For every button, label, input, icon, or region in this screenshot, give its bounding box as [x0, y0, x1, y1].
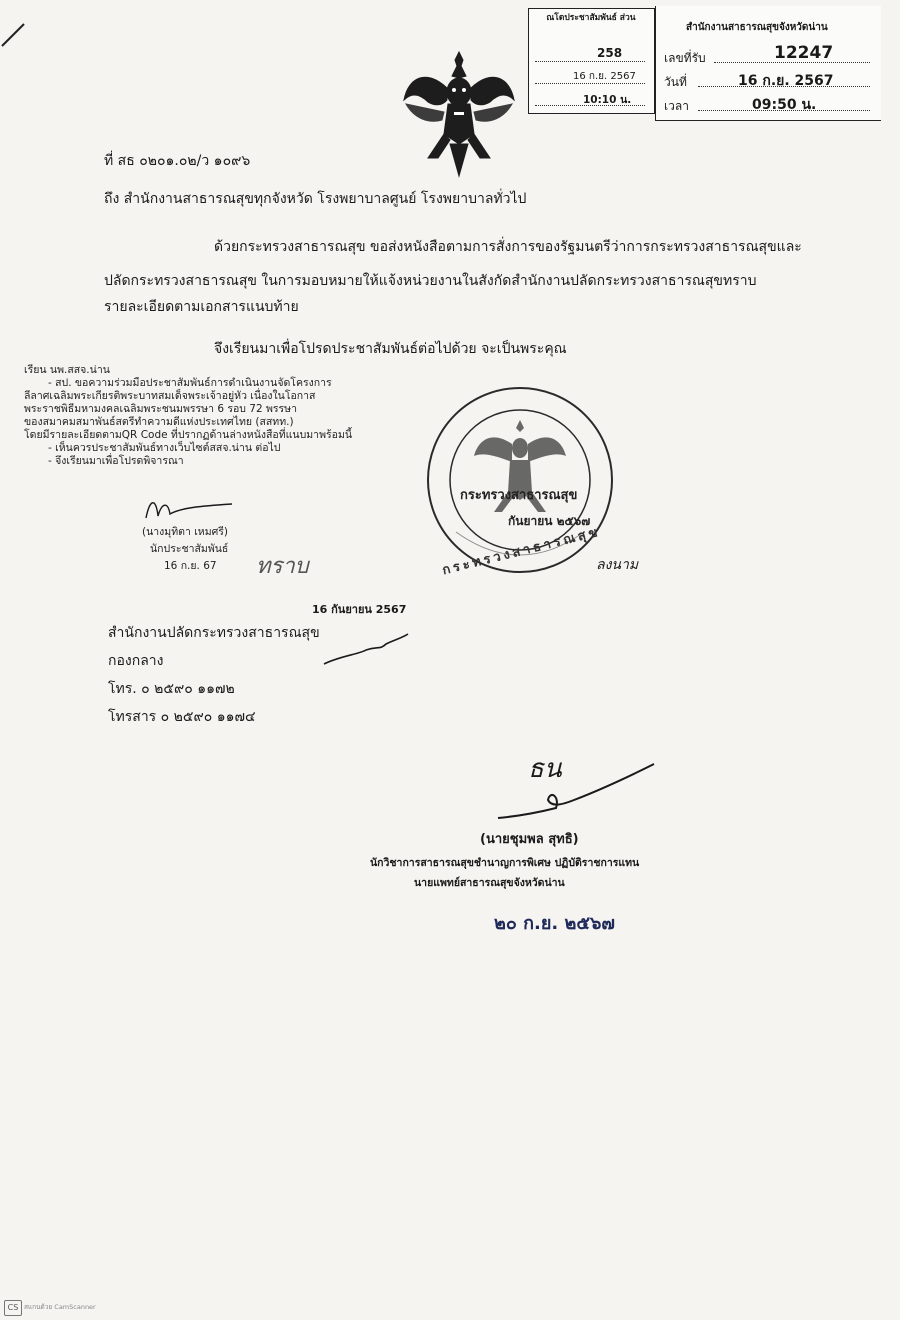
- approver-signature: [490, 756, 660, 826]
- garuda-emblem: [398, 48, 520, 180]
- letter-body-line2: ปลัดกระทรวงสาธารณสุข ในการมอบหมายให้แจ้งหน่วยงานในสังกัดสำนักงานปลัดกระทรวงสาธารณสุขทราบ: [104, 273, 757, 289]
- approver-name: (นายชุมพล สุทธิ): [480, 832, 579, 847]
- memo-signer-title: นักประชาสัมพันธ์: [150, 543, 229, 555]
- memo-signer-date: 16 ก.ย. 67: [164, 560, 217, 572]
- memo-line8: - จึงเรียนมาเพื่อโปรดพิจารณา: [48, 455, 184, 467]
- stamp-time-row: [664, 94, 874, 114]
- receipt-stamp-left: [528, 8, 655, 114]
- org-signature-stroke: [320, 628, 412, 668]
- seal-top-text: กระทรวงสาธารณสุข: [460, 488, 578, 503]
- stamp-time-value: 09:50 น.: [752, 97, 817, 113]
- stamp-number-line: [535, 45, 645, 62]
- stamp-header: ณโดประชาสัมพันธ์ ส่วน: [546, 13, 636, 23]
- approver-initials: ธน: [528, 754, 562, 784]
- seal-ring-text: กระทรวงสาธารณสุข: [440, 524, 603, 579]
- approver-date: ๒๐ ก.ย. ๒๕๖๗: [494, 913, 615, 934]
- approver-title2: นายแพทย์สาธารณสุขจังหวัดน่าน: [414, 877, 565, 889]
- memo-line2: - สป. ขอความร่วมมือประชาสัมพันธ์การดำเนินงานจัดโครงการ: [48, 377, 332, 389]
- letter-closing: จึงเรียนมาเพื่อโปรดประชาสัมพันธ์ต่อไปด้วย จะเป็นพระคุณ: [214, 341, 567, 357]
- memo-block: [24, 364, 424, 468]
- letter-fax: โทรสาร ๐ ๒๕๙๐ ๑๑๗๔: [108, 709, 256, 725]
- memo-signature: [140, 494, 240, 524]
- letter-recipient: ถึง สำนักงานสาธารณสุขทุกจังหวัด โรงพยาบาลศูนย์ โรงพยาบาลทั่วไป: [104, 191, 527, 207]
- stamp-date-line: [535, 67, 645, 84]
- letter-body-line1: ด้วยกระทรวงสาธารณสุข ขอส่งหนังสือตามการสั่งการของรัฐมนตรีว่าการกระทรวงสาธารณสุขและ: [214, 239, 802, 255]
- seal-date-text: กันยายน ๒๕๖๗: [508, 514, 591, 528]
- camscanner-badge: [4, 1300, 22, 1316]
- memo-handwritten-mark: ทราบ: [256, 554, 309, 579]
- memo-line1: เรียน นพ.สสจ.น่าน: [24, 364, 110, 376]
- stamp-date: 16 ก.ย. 2567: [573, 71, 636, 82]
- receipt-stamp-right: [655, 6, 881, 121]
- memo-line6: โดยมีรายละเอียดตามQR Code ที่ปรากฏด้านล่างหนังสือที่แนบมาพร้อมนี้: [24, 429, 353, 441]
- stamp-date-value: 16 ก.ย. 2567: [738, 73, 834, 89]
- memo-line3: ลีลาศเฉลิมพระเกียรติพระบาทสมเด็จพระเจ้าอยู่หัว เนื่องในโอกาส: [24, 390, 316, 402]
- approver-title1: นักวิชาการสาธารณสุขชำนาญการพิเศษ ปฏิบัติราชการแทน: [370, 857, 640, 869]
- memo-line7: - เห็นควรประชาสัมพันธ์ทางเว็บไซต์สสจ.น่าน ต่อไป: [48, 442, 281, 454]
- stamp-number-value: 12247: [774, 43, 834, 63]
- stamp-number-row: [664, 43, 874, 66]
- seal-handwritten-note: ลงนาม: [596, 557, 639, 573]
- memo-signer-name: (นางมุทิตา เหมศรี): [142, 526, 229, 538]
- stamp-time-line: [535, 89, 645, 106]
- letter-date: 16 กันยายน 2567: [312, 603, 407, 616]
- scan-edge-mark: [0, 20, 30, 50]
- stamp-number-label: เลขที่รับ: [664, 51, 706, 65]
- letter-org: สำนักงานปลัดกระทรวงสาธารณสุข: [108, 625, 320, 641]
- stamp-date-label: วันที่: [664, 75, 687, 89]
- memo-line4: พระราชพิธีมหามงคลเฉลิมพระชนมพรรษา 6 รอบ 72 พรรษา: [24, 403, 297, 415]
- stamp-date-row: [664, 70, 874, 90]
- stamp-time: 10:10 น.: [583, 94, 632, 106]
- letter-division: กองกลาง: [108, 653, 164, 669]
- camscanner-badge-text: CS: [7, 1303, 19, 1312]
- stamp-org-header: สำนักงานสาธารณสุขจังหวัดน่าน: [686, 22, 828, 33]
- letter-ref: ที่ สธ ๐๒๐๑.๐๒/ว ๑๐๙๖: [104, 153, 251, 169]
- camscanner-text: สแกนด้วย CamScanner: [24, 1303, 96, 1311]
- letter-body-line3: รายละเอียดตามเอกสารแนบท้าย: [104, 299, 299, 315]
- memo-line5: ของสมาคมสมาพันธ์สตรีทำความดีแห่งประเทศไทย (สสทท.): [24, 416, 294, 428]
- stamp-number: 258: [597, 46, 623, 60]
- stamp-time-label: เวลา: [664, 99, 689, 113]
- letter-tel: โทร. ๐ ๒๕๙๐ ๑๑๗๒: [108, 681, 235, 697]
